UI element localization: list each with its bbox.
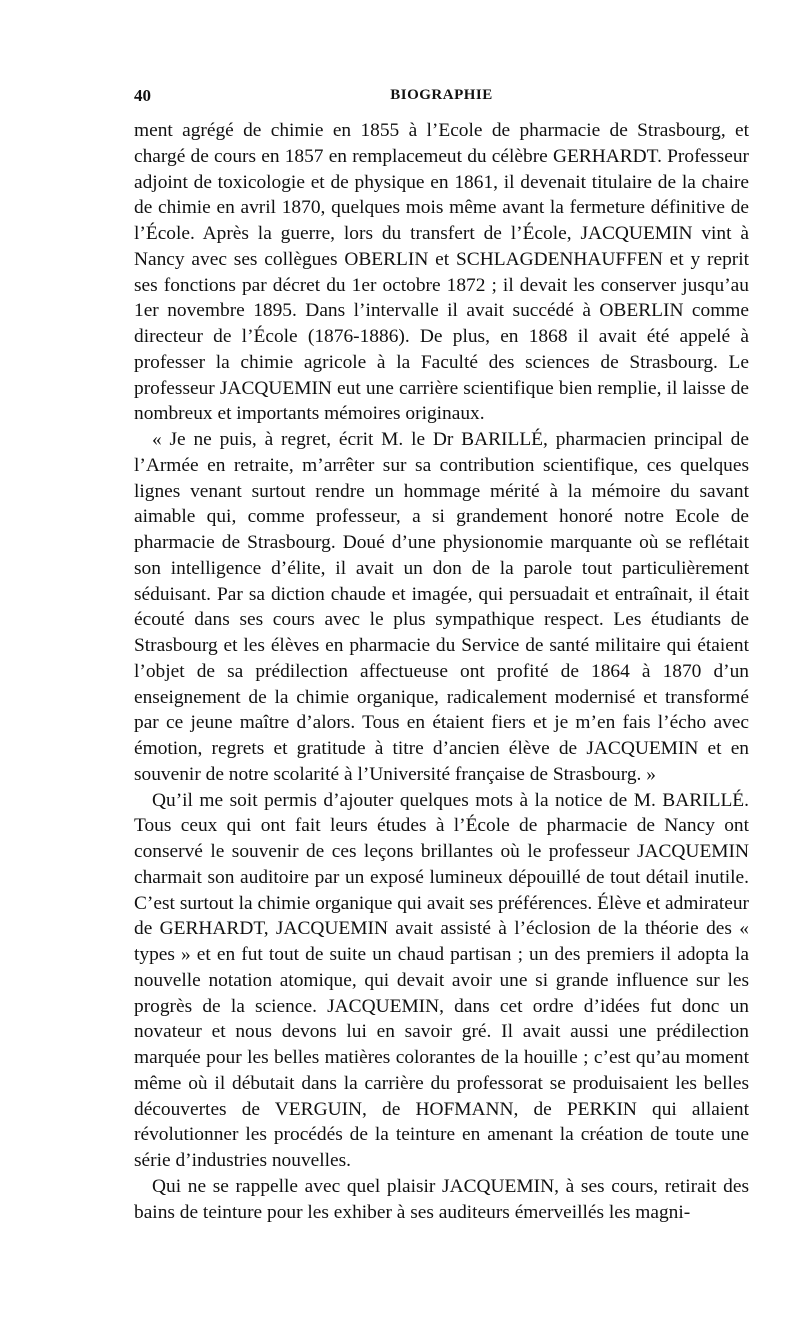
body-text	[134, 118, 749, 1225]
page-number: 40	[134, 86, 151, 105]
page-header	[134, 86, 749, 110]
paragraph: Qu’il me soit permis d’ajouter quelques mots à la notice de M. BARILLÉ. Tous ceux qui ont fait leurs études à l’École de pharmacie de Nancy ont conservé le souvenir de ces leçons brillantes où le professeur JACQUEMIN charmait son auditoire par un exposé lumineux dépouillé de tout détail inutile. C’est surtout la chimie organique qui avait ses préférences. Élève et admirateur de GERHARDT, JACQUEMIN avait assisté à l’éclosion de la théorie des « types » et en fut tout de suite un chaud partisan ; un des premiers il adopta la nouvelle notation atomique, qui devait avoir une si grande influence sur les progrès de la science. JACQUEMIN, dans cet ordre d’idées fut donc un novateur et nous devons lui en savoir gré. Il avait aussi une prédilection marquée pour les belles matières colorantes de la houille ; c’est qu’au moment même où il débutait dans la carrière du professorat se produisaient les belles découvertes de VERGUIN, de HOFMANN, de PERKIN qui allaient révolutionner les procédés de la teinture en amenant la création de toute une série d’industries nouvelles.	[134, 789, 749, 1171]
running-title: BIOGRAPHIE	[390, 87, 493, 103]
paragraph: Qui ne se rappelle avec quel plaisir JACQUEMIN, à ses cours, retirait des bains de teinture pour les exhiber à ses auditeurs émerveillés les magni-	[134, 1175, 749, 1223]
paragraph: ment agrégé de chimie en 1855 à l’Ecole de pharmacie de Strasbourg, et chargé de cours en 1857 en remplacemeut du célèbre GERHARDT. Professeur adjoint de toxicologie et de physique en 1861, il devenait titulaire de la chaire de chimie en avril 1870, quelques mois même avant la fermeture définitive de l’École. Après la guerre, lors du transfert de l’École, JACQUEMIN vint à Nancy avec ses collègues OBERLIN et SCHLAGDENHAUFFEN et y reprit ses fonctions par décret du 1er octobre 1872 ; il devait les conserver jusqu’au 1er novembre 1895. Dans l’intervalle il avait succédé à OBERLIN comme directeur de l’École (1876-1886). De plus, en 1868 il avait été appelé à professer la chimie agricole à la Faculté des sciences de Strasbourg. Le professeur JACQUEMIN eut une carrière scientifique bien remplie, il laisse de nombreux et importants mémoires originaux.	[134, 120, 749, 425]
paragraph: « Je ne puis, à regret, écrit M. le Dr BARILLÉ, pharmacien principal de l’Armée en retraite, m’arrêter sur sa contribution scientifique, ces quelques lignes venant surtout rendre un hommage mérité à la mémoire du savant aimable qui, comme professeur, a si grandement honoré notre Ecole de pharmacie de Strasbourg. Doué d’une physionomie marquante où se reflétait son intelligence d’élite, il avait un don de la parole tout particulièrement séduisant. Par sa diction chaude et imagée, qui persuadait et entraînait, il était écouté dans ses cours avec le plus sympathique respect. Les étudiants de Strasbourg et les élèves en pharmacie du Service de santé militaire qui étaient l’objet de sa prédilection affectueuse ont profité de 1864 à 1870 d’un enseignement de la chimie organique, radicalement modernisé et transformé par ce jeune maître d’alors. Tous en étaient fiers et je m’en fais l’écho avec émotion, regrets et gratitude à titre d’ancien élève de JACQUEMIN et en souvenir de notre scolarité à l’Université française de Strasbourg. »	[134, 429, 749, 785]
